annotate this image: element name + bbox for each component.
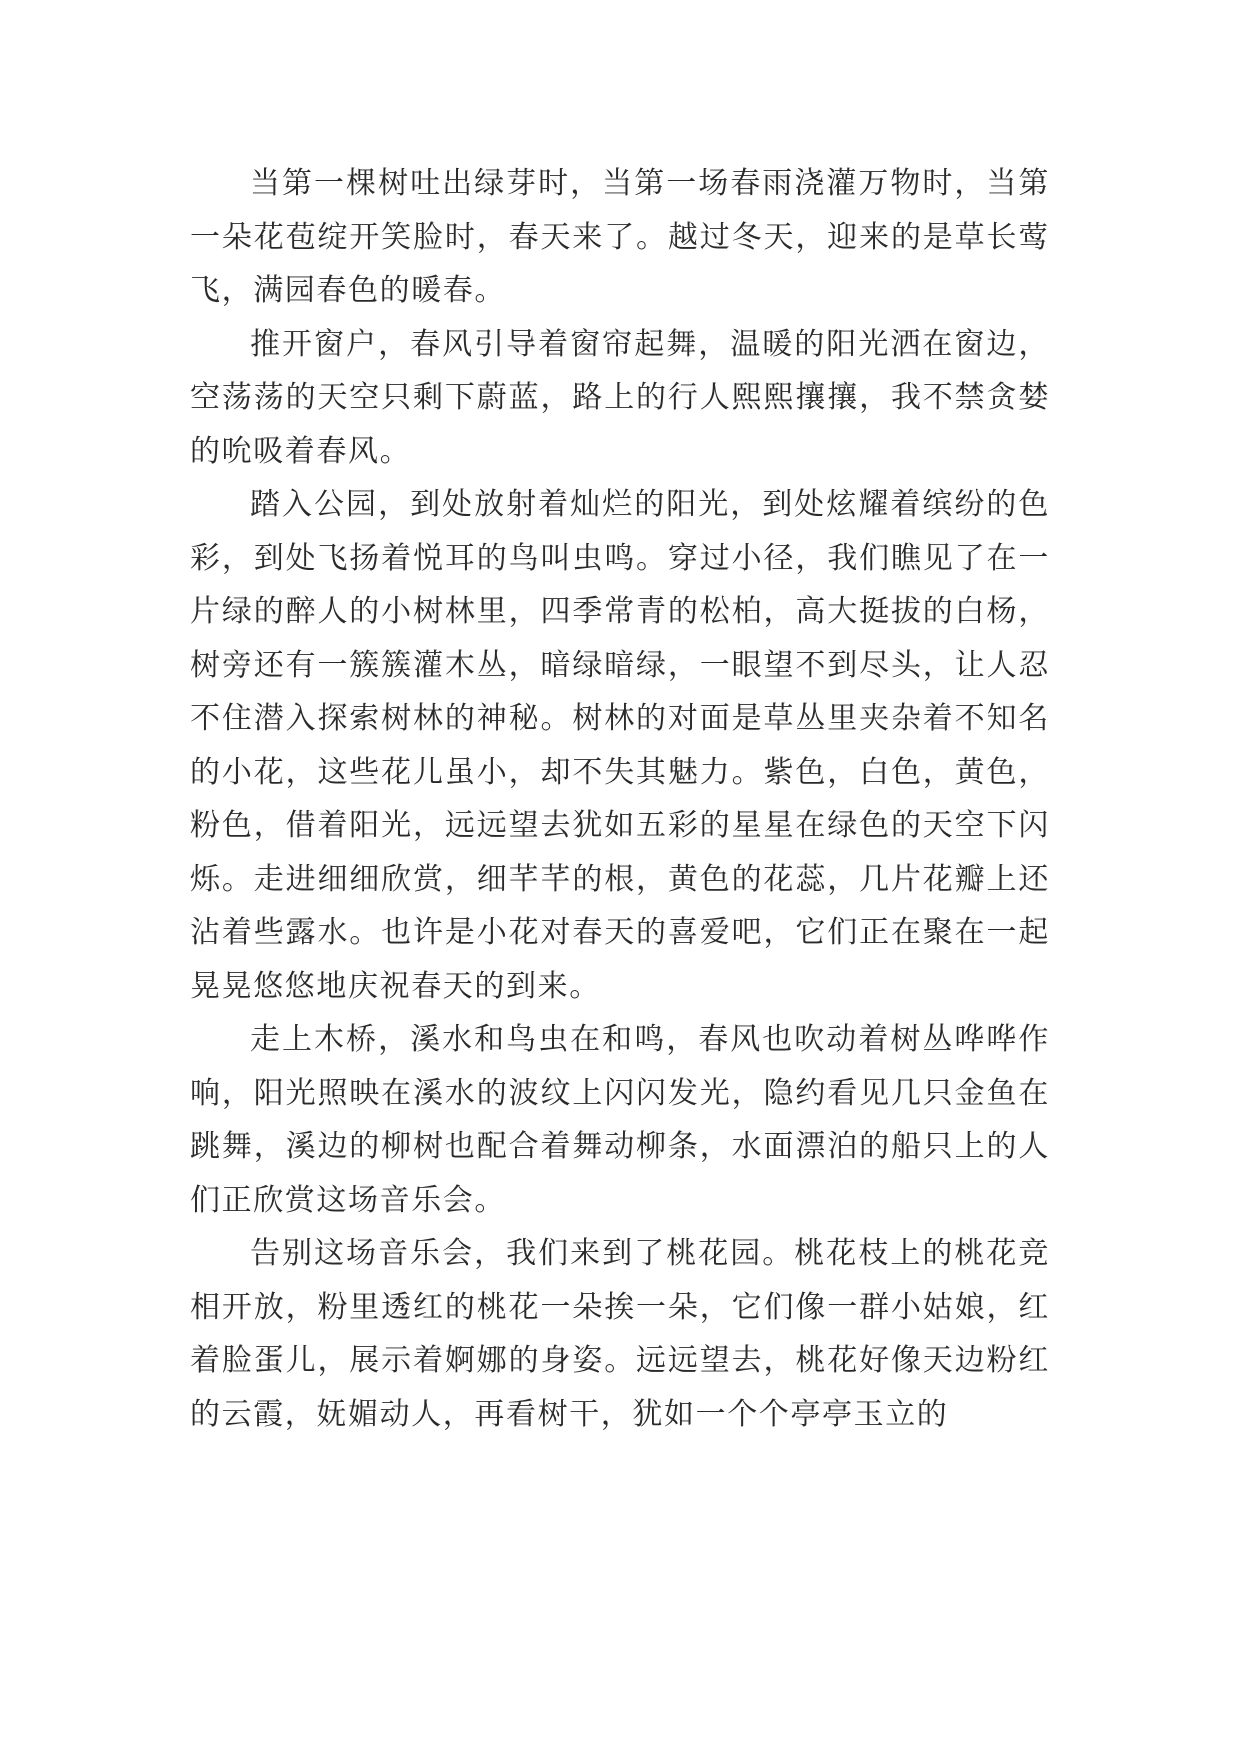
paragraph-2: 推开窗户，春风引导着窗帘起舞，温暖的阳光洒在窗边，空荡荡的天空只剩下蔚蓝，路上的行人熙熙攘攘，我不禁贪婪的吮吸着春风。 — [190, 326, 1050, 469]
paragraph-1: 当第一棵树吐出绿芽时，当第一场春雨浇灌万物时，当第一朵花苞绽开笑脸时，春天来了。越过冬天，迎来的是草长莺飞，满园春色的暖春。 — [190, 166, 1050, 308]
document-body — [190, 157, 1050, 1441]
paragraph-3: 踏入公园，到处放射着灿烂的阳光，到处炫耀着缤纷的色彩，到处飞扬着悦耳的鸟叫虫鸣。穿过小径，我们瞧见了在一片绿的醉人的小树林里，四季常青的松柏，高大挺拔的白杨，树旁还有一簇簇灌木丛，暗绿暗绿，一眼望不到尽头，让人忍不住潜入探索树林的神秘。树林的对面是草丛里夹杂着不知名的小花，这些花儿虽小，却不失其魅力。紫色，白色，黄色，粉色，借着阳光，远远望去犹如五彩的星星在绿色的天空下闪烁。走进细细欣赏，细芊芊的根，黄色的花蕊，几片花瓣上还沾着些露水。也许是小花对春天的喜爱吧，它们正在聚在一起晃晃悠悠地庆祝春天的到来。 — [190, 487, 1050, 1004]
paragraph-5: 告别这场音乐会，我们来到了桃花园。桃花枝上的桃花竞相开放，粉里透红的桃花一朵挨一朵，它们像一群小姑娘，红着脸蛋儿，展示着婀娜的身姿。远远望去，桃花好像天边粉红的云霞，妩媚动人，再看树干，犹如一个个亭亭玉立的 — [190, 1236, 1050, 1432]
paragraph-4: 走上木桥，溪水和鸟虫在和鸣，春风也吹动着树丛哗哗作响，阳光照映在溪水的波纹上闪闪发光，隐约看见几只金鱼在跳舞，溪边的柳树也配合着舞动柳条，水面漂泊的船只上的人们正欣赏这场音乐会。 — [190, 1022, 1050, 1218]
